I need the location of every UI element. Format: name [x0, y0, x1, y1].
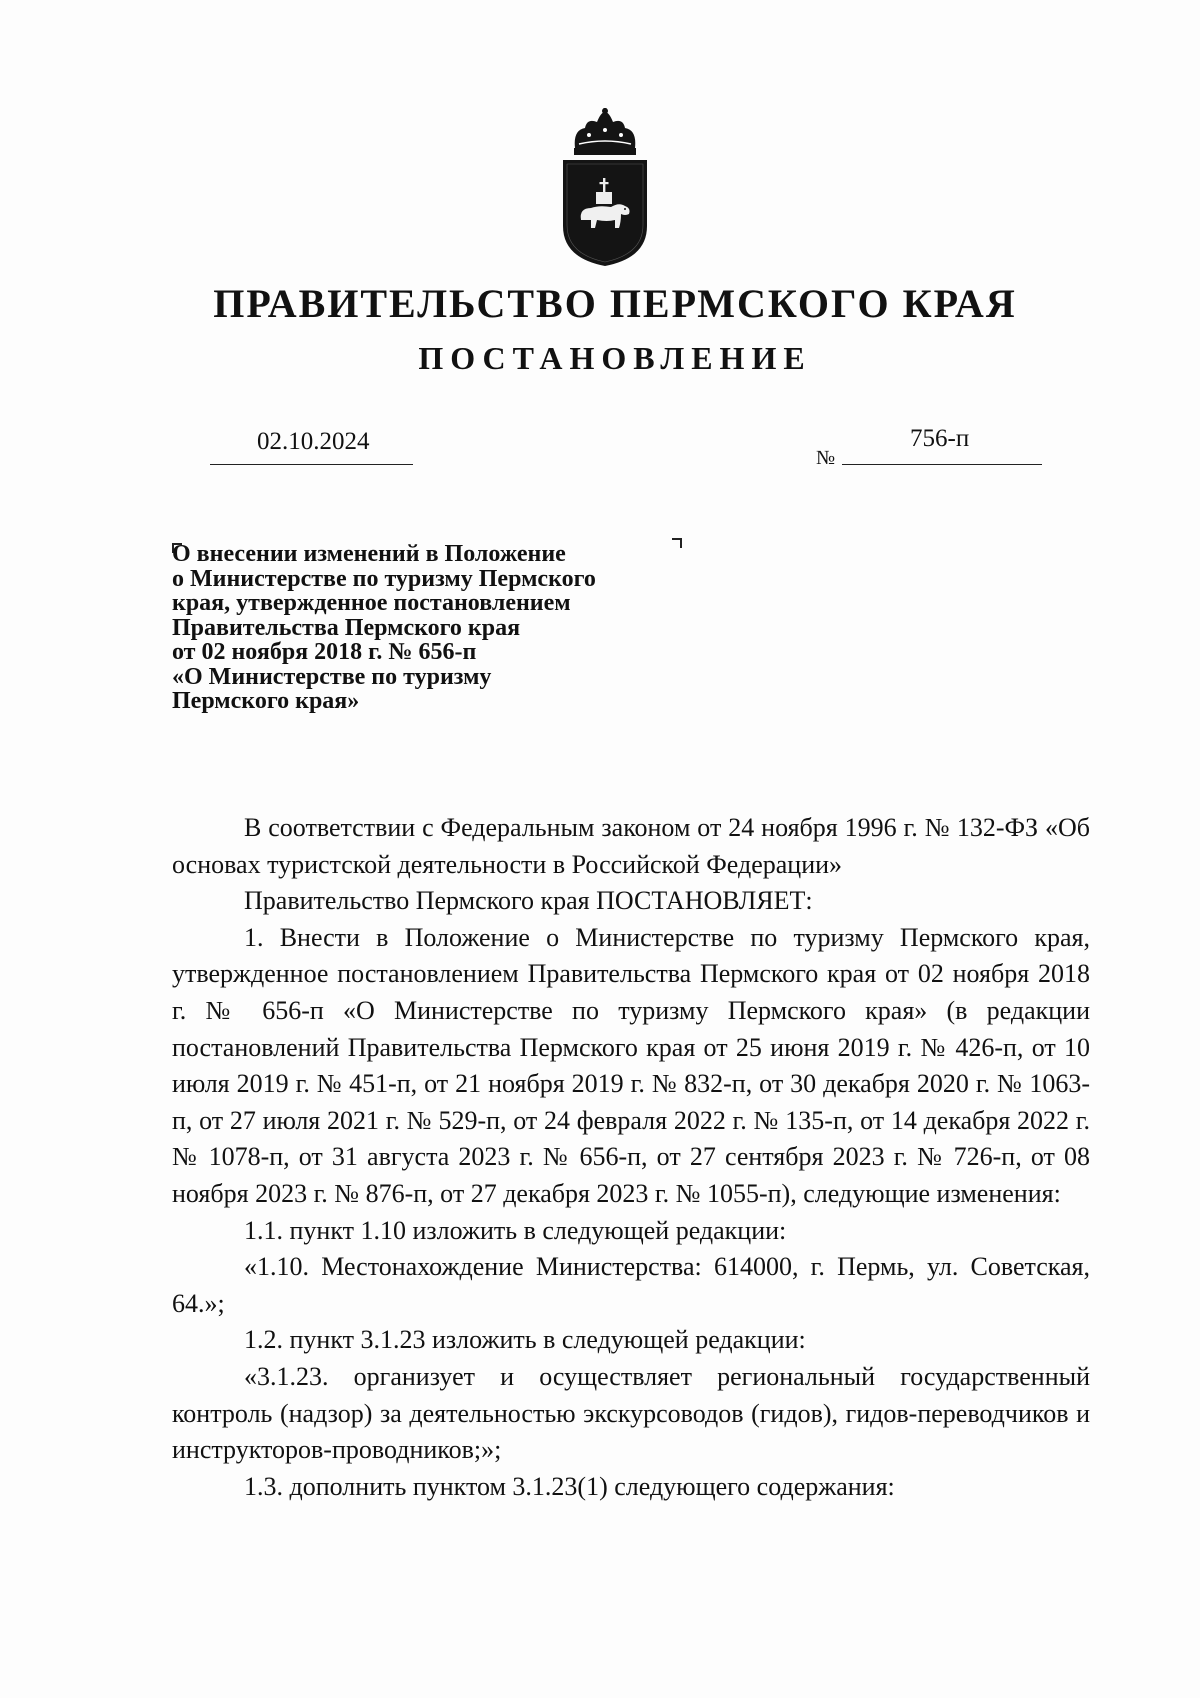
subject-line: Правительства Пермского края [172, 614, 521, 641]
number-sign: № [816, 447, 836, 469]
clause-1: 1. Внести в Положение о Министерстве по туризму Пермского края, утвержденное постановлением Правительства Пермского края от 02 ноября 2018 г. № 656-п «О Министерстве по туризму Пермского края» (в редакции постановлений Правительства Пермского края от 25 июня 2019 г. № 426-п, от 10 июля 2019 г. № 451-п, от 21 ноября 2019 г. № 832-п, от 30 декабря 2020 г. № 1063-п, от 27 июля 2021 г. № 529-п, от 24 февраля 2022 г. № 135-п, от 14 декабря 2022 г. № 1078-п, от 31 августа 2023 г. № 656-п, от 27 сентября 2023 г. № 726-п, от 08 ноября 2023 г. № 876-п, от 27 декабря 2023 г. № 1055-п), следующие изменения: [172, 922, 1090, 1208]
subject-line: края, утвержденное постановлением [172, 590, 571, 616]
resolution-statement: Правительство Пермского края ПОСТАНОВЛЯЕТ: [244, 886, 813, 916]
preamble-paragraph: В соответствии с Федеральным законом от 24 ноября 1996 г. № 132-ФЗ «Об основах туристской деятельности в Российской Федерации» [172, 813, 1090, 879]
document-subject [172, 542, 692, 714]
subject-line: о Министерстве по туризму Пермского [172, 565, 596, 592]
date-underline [210, 464, 413, 465]
subject-line: от 02 ноября 2018 г. № 656-п [172, 639, 477, 665]
document-number: 756-п [910, 425, 970, 452]
clause-1-1: 1.1. пункт 1.10 изложить в следующей редакции: [244, 1215, 787, 1245]
clause-1-2-text: «3.1.23. организует и осуществляет региональный государственный контроль (надзор) за деятельностью экскурсоводов (гидов), гидов-переводчиков и инструкторов-проводников;»; [172, 1361, 1090, 1465]
perm-krai-coat-of-arms-icon [555, 108, 655, 268]
subject-line: О внесении изменений в Положение [172, 541, 566, 567]
subject-line: «О Министерстве по туризму [172, 663, 492, 690]
clause-1-2: 1.2. пункт 3.1.23 изложить в следующей редакции: [244, 1325, 806, 1355]
document-date: 02.10.2024 [257, 428, 370, 455]
document-type: ПОСТАНОВЛЕНИЕ [418, 340, 812, 376]
clause-1-3: 1.3. дополнить пунктом 3.1.23(1) следующего содержания: [244, 1471, 895, 1501]
number-underline [842, 464, 1042, 465]
subject-line: Пермского края» [172, 688, 360, 714]
clause-1-1-text: «1.10. Местонахождение Министерства: 614000, г. Пермь, ул. Советская, 64.»; [172, 1252, 1090, 1318]
organization-title: ПРАВИТЕЛЬСТВО ПЕРМСКОГО КРАЯ [213, 281, 1017, 326]
document-body [172, 810, 1090, 1505]
